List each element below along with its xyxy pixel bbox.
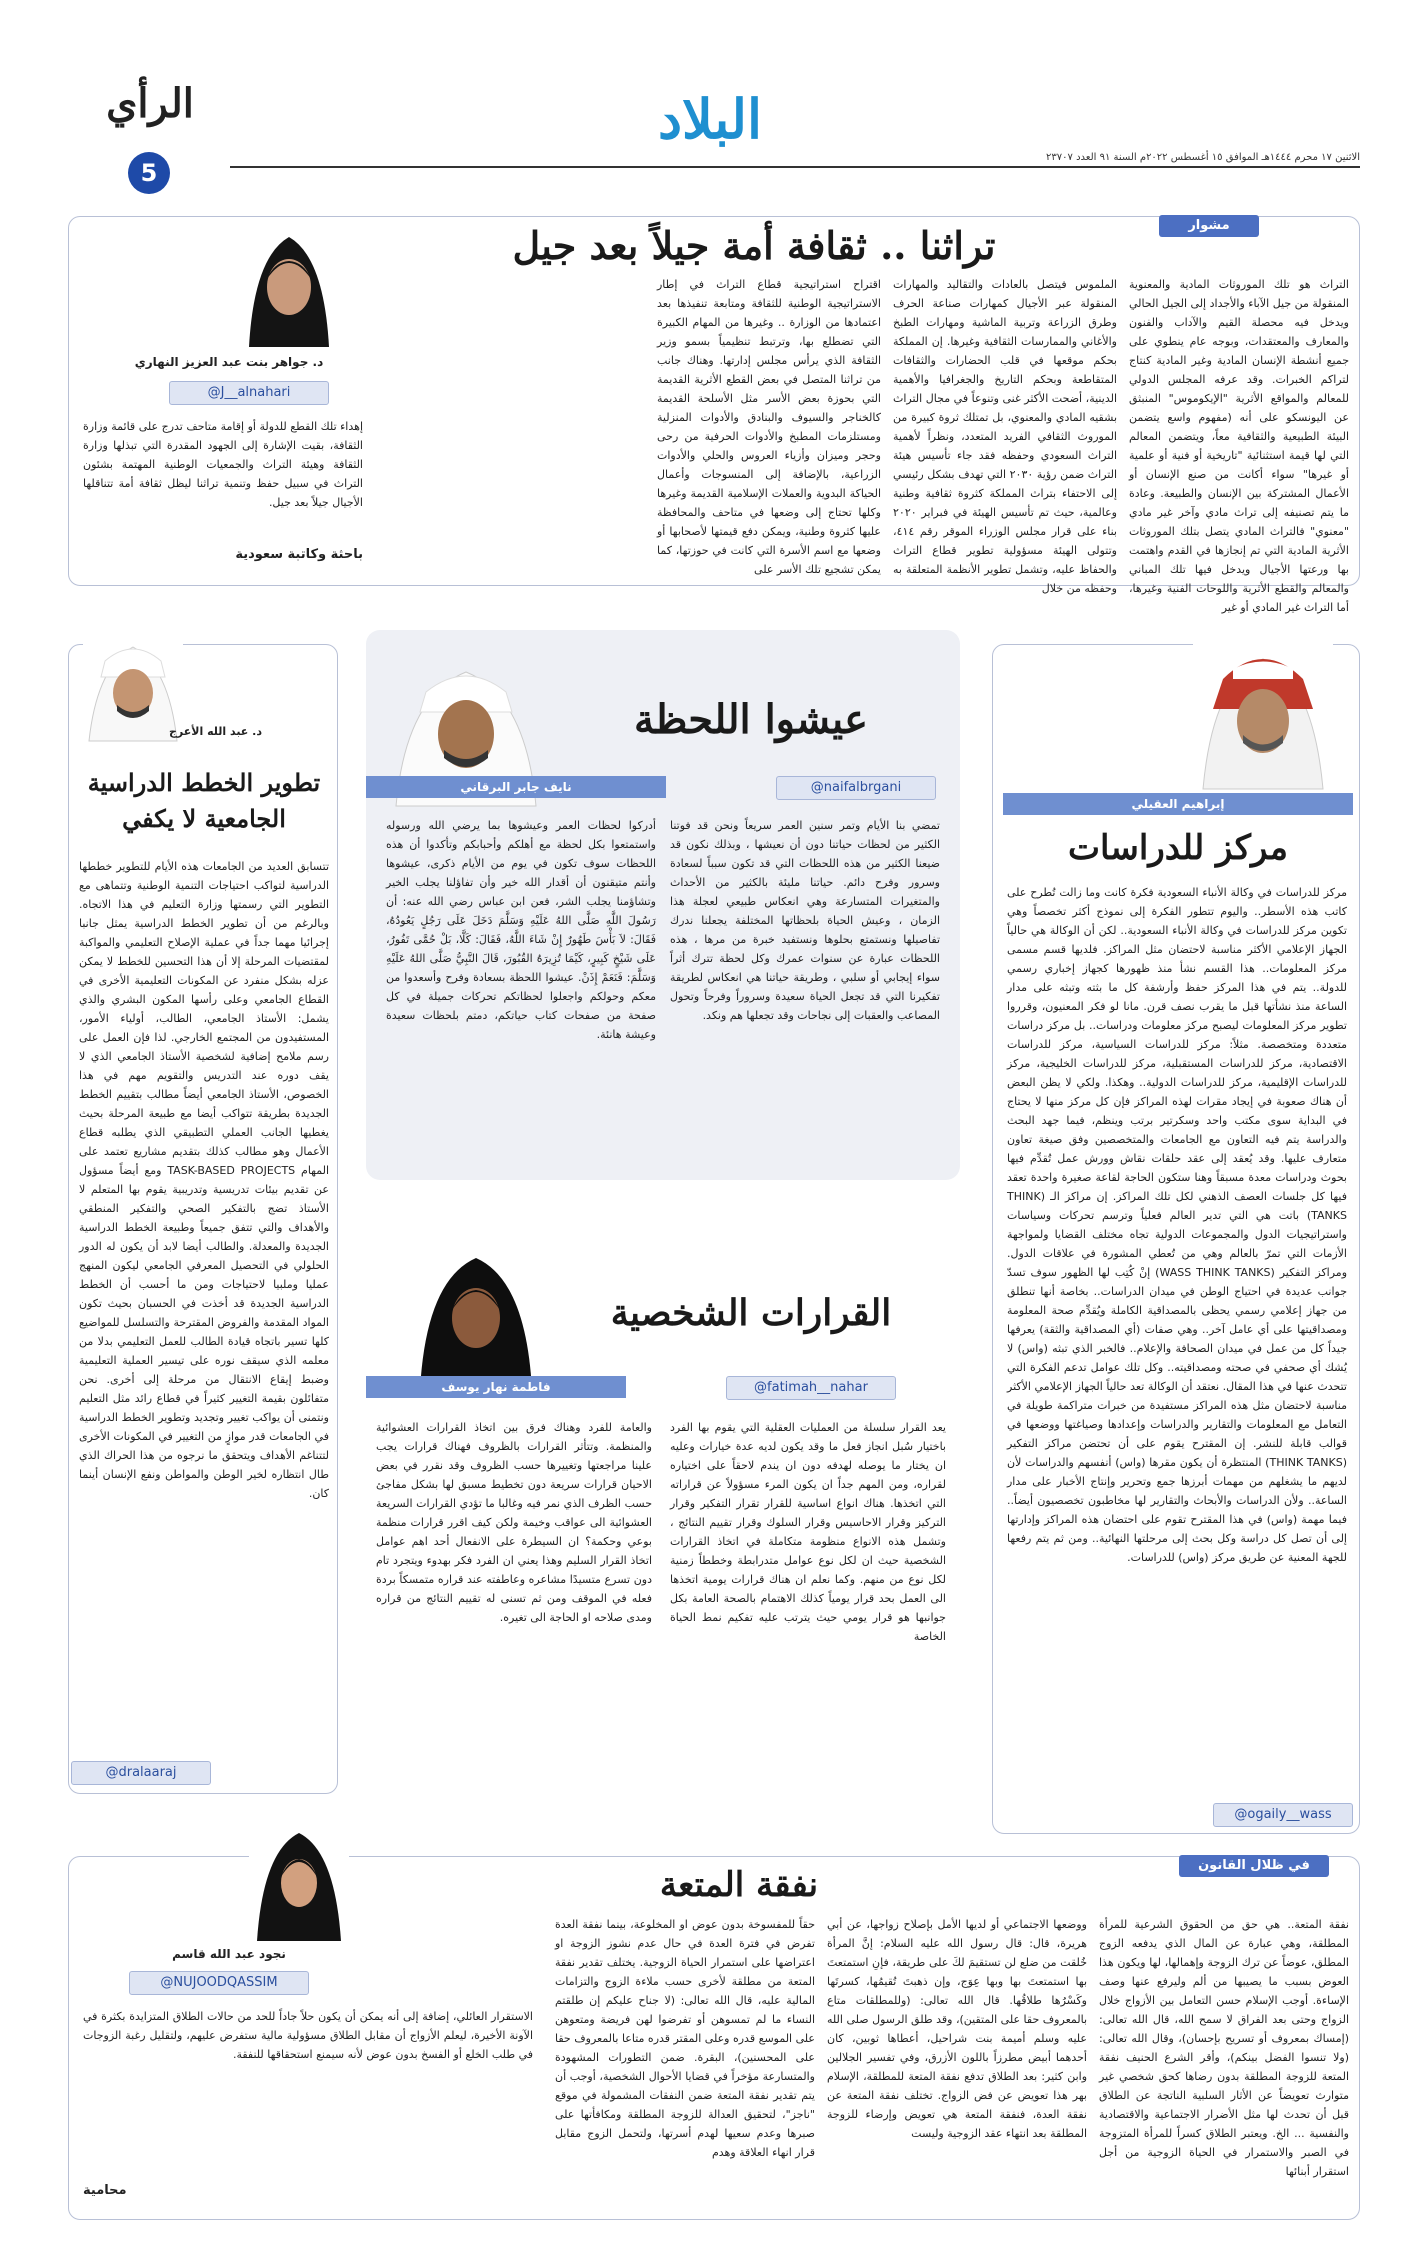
author-name: د. جواهر بنت عبد العزيز النهاري (134, 355, 324, 369)
article-column-2: والعامة للفرد وهناك فرق بين اتخاذ القرارات العشوائية والمنظمة. وتتأثر القرارات بالظروف فهناك قرارات يجب علينا مراجعتها وتغييرها حسب الظروف وقد نقرر في بعض الاحيان قرارات سريعة دون تخطيط مسبق لها بشكل مفاجئ حسب الظرف الذي نمر فيه وغالبا ما تؤدي القرارات السريعة العشوائية الى عواقب وخيمة ولكن كيف اقرر قرارات منظمة بوعي وحكمة؟ ان السيطرة على الانفعال أحد اهم عوامل اتخاذ القرار السليم وهذا يعني ان الفرد فكر بهدوء ويتجرد تام دون تسرع متسيدًا مشاعره وعاطفته عند قراره متمسكاً بردة فعله في الموقف ومن ثم تسنى له تقييم النتائج من قراره ومدى صلاحه او الحاجة الى تغيره. (376, 1421, 652, 1624)
article-heritage (68, 216, 1360, 614)
article-column-4: إهداء تلك القطع للدولة أو إقامة متاحف تدرج على قائمة وزارة الثقافة، بقيت الإشارة إلى الجهود المقدرة التي تبذلها وزارة الثقافة وهيئة التراث والجمعيات الوطنية المهتمة بشئون التراث في سبيل حفظ وتنمية تراثنا ليظل ثقافة أمة تتناقلها الأجيال جيلاً بعد جيل. (83, 420, 363, 509)
article-headline: مركز للدراسات (1068, 828, 1288, 868)
article-column-1: يعد القرار سلسلة من العمليات العقلية التي يقوم بها الفرد باختيار سُبل انجاز فعل ما وقد يكون لديه عدة خيارات وعليه ان يختار ما يوصله لهدفه دون ان يندم لاحقاً على اختياره لقراره، ومن المهم جداً ان يكون المرء مسؤولاً عن قراراته التي اتخذها. هناك انواع اساسية للقرار تقرار التفكير وقرار التركيز وقرار الاحاسيس وقرار السلوك وقرار تقييم النتائج ، وتشمل هذه الانواع منظومة متكاملة في اتخاذ القرارات الشخصية حيث ان لكل نوع عوامل متدرابطة وخططاً زمنية لكل نوع من منهم. وكما نعلم ان هناك قرارات يومية اتخذها الى العمل بحد قرار يومياً كذلك الاهتمام بالصحة العامة بكل جوانبها هو قرار يومي حيث يترتب عليه تفكيم نمط الحياة الخاصة (670, 1421, 946, 1643)
article-column-3: اقتراح استراتيجية قطاع التراث في إطار الاستراتيجية الوطنية للثقافة ومتابعة تنفيذها بعد اعتمادها من الوزارة .. وغيرها من المهام الكبيرة التي تضطلع بها، وترتبط تنظيمياً بسمو وزير الثقافة الذي يرأس مجلس إدارتها. وهناك جانب من تراثنا المتصل في بعض القطع الأثرية القديمة التي بحوزة بعض الأسر مثل الأسلحة القديمة كالخناجر والسيوف والبنادق والأدوات المنزلية ومستلزمات المطبخ والأدوات الحرفية من رحى وحجر وميزان وأزياء العروس والحلي والأدوات الزراعية، بالإضافة إلى المنسوجات وأعمال الحياكة البدوية والعملات الإسلامية القديمة وغيرها وكلها تحتاج إلى وضعها في متاحف والمحافظة عليها كثروة وطنية، ويمكن دفع قيمتها لأصحابها أو وضعها مع اسم الأسرة التي كانت في حوزتها، كما يمكن تشجيع تلك الأسر على (657, 278, 881, 576)
column-tag: في ظلال القانون (1179, 1855, 1329, 1877)
author-handle[interactable]: @NUJOODQASSIM (129, 1971, 309, 1995)
section-title: الرأي (106, 80, 194, 127)
author-name: فاطمة نهار يوسف (366, 1376, 626, 1398)
article-personal-decisions (366, 1200, 960, 1800)
author-name: نجود عبد الله قاسم (172, 1947, 286, 1961)
newspaper-logo: البلاد (657, 87, 763, 151)
article-study-center (992, 644, 1360, 1834)
author-handle[interactable]: @ogaily__wass (1213, 1803, 1353, 1827)
article-headline: تراثنا .. ثقافة أمة جيلاً بعد جيل (512, 223, 996, 268)
author-photo (406, 1240, 546, 1390)
header-rule (230, 166, 1360, 168)
author-signature: محامية (83, 2183, 127, 2198)
author-signature: باحثة وكاتبة سعودية (235, 547, 363, 562)
author-photo (249, 1821, 349, 1941)
page-number: 5 (128, 152, 170, 194)
article-headline: القرارات الشخصية (610, 1292, 892, 1334)
author-handle[interactable]: @J__alnahari (169, 381, 329, 405)
article-column-3: حقاً للمفسوخة بدون عوض او المخلوعة، بينما نفقة العدة تفرض في فترة العدة في حال عدم نشوز الزوجة او اعتراضها على استمرار الحياة الزوجية. يختلف تقدير نفقة المتعة من مطلقة لأخرى حسب ملاءة الزوج والتزامات المالية عليه، قال الله تعالى: (لا جناح عليكم إن طلقتم النساء ما لم تمسوهن أو تفرضوا لهن فريضة ومتعوهن على الموسع قدره وعلى المقتر قدره متاعا بالمعروف حقا على المحسنين)، البقرة. ضمن التطورات المشهودة والمتسارعة مؤخراً في قضايا الأحوال الشخصية، أوجب أن يتم تقدير نفقة المتعة ضمن النفقات المشمولة في موقع "ناجز"، لتحقيق العدالة للزوجة المطلقة ومكافأتها على صبرها وعدم سعيها لهدم أسرتها، ولتحمل الزوج مقابل قرار انهاء العلاقة وهدم (555, 1918, 815, 2159)
author-name: د. عبد الله الأعرج (169, 725, 262, 738)
article-column-2: ووضعها الاجتماعي أو لديها الأمل بإصلاح زواجها، عن أبي هريرة، قال: قال رسول الله عليه السلام: إنَّ المرأة خُلقت من ضلع لن تستقيمَ لكَ على طريقة، فإنِ استمتعتَ بها استمتعتَ بها وبها عِوَج، وإن ذهبتَ تُقيمُها، كسرتَها وكَسْرُها طلاقُها. قال الله تعالى: (وللمطلقات متاع بالمعروف حقا على المتقين)، وقد طلق الرسول صلى الله عليه وسلم أميمة بنت شراحيل، أعطاها ثوبين، كان أحدهما أبيض مطرزاً باللون الأزرق، وفي تفسير الجلالين وابن كثير: بعد الطلاق تدفع نفقة المتعة للمطلقة، الإسلام بهر هذا تعويض عن فض الزواج. تختلف نفقة المتعة عن نفقة العدة، فنفقة المتعة هي تعويض وإرضاء للزوجة المطلقة بعد انتهاء عقد الزوجية وليست (827, 1918, 1087, 2140)
article-live-moment (366, 630, 960, 1180)
article-column-1: تمضي بنا الأيام وتمر سنين العمر سريعاً ونحن قد فوتنا الكثير من لحظات حياتنا دون أن نعيشها ، وبذلك نكون قد ضيعنا الكثير من هذه اللحظات التي قد تكون سبباً لسعادة وسرور وفرح دائم. حياتنا مليئة بالكثير من الأحداث والمتغيرات المتسارعة وهي انعكاس طبيعي لعجلة هذا الزمان ، وعيش الحياة بلحظاتها المختلفة يجعلنا ندرك تفاصيلها ونستمتع بحلوها ونستفيد خبرة من مرها ، هذه اللحظات عبارة عن سنوات عمرك وكل لحظة تترك أثراً سواء إيجابي أو سلبي ، وطريقة حياتنا هي انعكاس لطريقة تفكيرنا التي قد تجعل الحياة سعيدة وسروراً وفرحاً وتحول المصاعب والعقبات إلى نجاحات وقد تجعلها هم ونكد. (670, 819, 940, 1022)
article-alimony (68, 1856, 1360, 2220)
dateline: الاثنين ١٧ محرم ١٤٤٤هـ الموافق ١٥ أغسطس ٢٠٢٢م السنة ٩١ العدد ٢٣٧٠٧ (1046, 152, 1360, 163)
author-handle[interactable]: @dralaaraj (71, 1761, 211, 1785)
article-column-1: التراث هو تلك الموروثات المادية والمعنوية المنقولة من جيل الآباء والأجداد إلى الجيل الحالي ويدخل فيه محصلة القيم والآداب والفنون والمعارف والمعتقدات، وبوجه عام ينطوي على جميع أنشطة الإنسان المادية وغير المادية كنتاج لتراكم الخبرات. وقد عرفه المجلس الدولي للمعالم والمواقع الأثرية "الإيكوموس" المنبثق عن اليونسكو على أنه (مفهوم واسع يتضمن البيئة الطبيعية والثقافية معاً، ويتضمن المعالم التي لها قيمة استثنائية "تاريخية أو فنية أو علمية أو غيرها" سواء أكانت من صنع الإنسان أو الأعمال المشتركة بين الإنسان والطبيعة. وعادة ما يتم تصنيفه إلى تراث مادي وآخر غير مادي "معنوي" فالتراث المادي يتصل بتلك الموروثات الأثرية المادية التي تم إنجازها في القدم واهتمت بها ورعتها الأجيال ويدخل فيها تلك المباني والمعالم والقطع الأثرية واللوحات الفنية وغيرها، أما التراث غير المادي أو غير (1129, 278, 1349, 614)
author-handle[interactable]: @fatimah__nahar (726, 1376, 896, 1400)
author-name: نايف جابر البرقاني (366, 776, 666, 798)
article-column-1: نفقة المتعة.. هي حق من الحقوق الشرعية للمرأة المطلقة، وهي عبارة عن المال الذي يدفعه الزوج المطلق، عوضاً عن ترك الزوجة وإهمالها، لها ويكون هذا العوض بسبب ما يصيبها من ألم وليرفع عنها وصف الإساءة. أوجب الإسلام حسن التعامل بين الأزواج خلال الزواج وحتى بعد الفراق لا سمح الله، قال الله تعالى: (إمساك بمعروف أو تسريح بإحسان)، وقال الله تعالى: (ولا تنسوا الفضل بينكم)، وأقر الشرع الحنيف نفقة المتعة للزوجة المطلقة بدون رضاها كحق شخصي غير متوارث تعويضاً عن الأثار السلبية الناتجة عن الطلاق قبل أن تحدث لها مثل الأضرار الاجتماعية والاقتصادية والنفسية ... الخ. ويعتبر الطلاق كسراً للمرأة المتزوجة في الصبر والاستمرار في الحياة الزوجية من أجل استقرار أبنائها (1099, 1918, 1349, 2178)
article-body: مركز للدراسات في وكالة الأنباء السعودية فكرة كانت وما زالت تُطرح على كاتب هذه الأسطر.. واليوم تتطور الفكرة إلى نموذج أكثر تخصصاً وهي تكوين مركز للدراسات في وكالة الأنباء السعودية.. لكن أن الوكالة هي حالياً الجهاز الإعلامي الأكثر مناسبة لاحتضان مثل المراكز. فلديها قسم مسمى مركز المعلومات.. هذا القسم نشأ منذ ظهورها كجهاز إخباري رسمي للدولة.. يتم في هذا المركز حفظ وأرشفة كل ما بثته وتبثه على مدار الساعة منذ نشأتها قبل ما يقرب نصف قرن. مانا لو فكر المعنيون، وقرروا تطوير مركز المعلومات ليصبح مركز معلومات ودراسات.. بل مركز دراسات متعددة ومتخصصة. مثلاً: مركز للدراسات السياسية، مركز للدراسات الاقتصادية، مركز للدراسات المستقبلية، مركز للدراسات الخليجية، مركز للدراسات الإقليمية، مركز للدراسات الدولية.. وهكذا. ولكي لا يظن البعض أن هناك صعوبة في إيجاد مقرات لهذه المراكز فإن كل مركز منها لا يحتاج في البداية سوى مكتب واحد وسكرتير برتب وينظم، فيما جهد البحث والدراسة يتم فيه التعاون مع الجامعات والمتخصصين وفق صيغة تعاون متعارف عليها. وقد يُعقد إلى عقد حلقات نقاش وورش عمل تُقدِّم فيها بحوث ودراسات معدة مسبقاً وهنا ستكون الحاجة لقاعة صغيرة واحدة تعقد فيها كل جلسات العصف الذهني لكل تلك المراكز. إن مراكز الـ (THINK TANKS) باتت هي التي تدير العالم فعلياً وترسم تحركات وسياسات واستراتيجيات الدول والمجموعات الدولية تجاه مختلف القضايا ولمواجهة الأزمات التي تمرّ بالعالم وهي من تُعطي المشورة في علاقات الدول. ومراكز التفكير (WASS THINK TANKS) إنْ كُتِب لها الظهور سوف تسدّ جوانب عديدة في احتياج الوطن في ميدان الدراسات.. بخاصة أنها تنطلق من جهاز إعلامي رسمي يحظى بالمصداقية الكاملة ويُقدِّم صحة المعلومة ومصداقيتها على أي عامل آخر.. وهي صفات (أي المصداقية والثقة) يعرفها جيداً كل من عمل في ميدان الصحافة والإعلام.. فالخبر الذي تبثه (واس) لا يُشك أي صحفي في صحته ومصداقيته.. وكل تلك عوامل تدعم الفكرة التي تتحدث عنها في هذا المقال. نعتقد أن الوكالة تعد حالياً الجهاز الإعلامي الأكثر مناسبة لاحتضان مثل هذه المراكز مستفيدة من خبرات متراكمة طويلة في التعامل مع المعلومات والتقارير والدراسات وإعدادها وصياغتها ووضعها في قوالب قابلة للنشر. إن المقترح يقوم على أن تحتضن مراكز التفكير (THINK TANKS) المنتظرة أن يكون مقرها (واس) أنفسهم والدراسات لأن لديهم ما يشغلهم من مهمات أبرزها جمع وتحرير وإنتاج الأخبار على مدار الساعة.. ولأن الدراسات والأبحاث والتقارير لها مخاطبون تخصصيون أيضاً.. فيما مهمة (واس) في هذا المقترح تقوم على احتضان هذه المراكز وإدارتها إلى أن تصل كل دراسة وكل بحث إلى مرحلتها النهائية.. ومن ثم يتم رفعها للجهة المعنية عن طريق مركز (واس) للدراسات. (1007, 886, 1348, 1564)
article-headline: عيشوا اللحظة (634, 696, 868, 743)
column-tag: مشوار (1159, 215, 1259, 237)
article-curriculum (68, 644, 338, 1794)
author-photo (83, 631, 183, 741)
author-handle[interactable]: @naifalbrgani (776, 776, 936, 800)
article-headline: نفقة المتعة (659, 1865, 819, 1905)
article-column-4: الاستقرار العائلي، إضافة إلى أنه يمكن أن يكون حلاً جاداً للحد من حالات الطلاق المتزايدة بكثرة في الآونة الأخيرة، ليعلم الأزواج أن مقابل الطلاق مسؤولية مالية ستفرض عليهم، ولتقليل رغبة الزوجات في طلب الخلع أو الفسخ بدون عوض لأنه سيمنع استحقاقها للنفقة. (83, 2010, 533, 2061)
article-column-2: الملموس فيتصل بالعادات والتقاليد والمهارات المنقولة عبر الأجيال كمهارات صناعة الحرف وطرق الزراعة وتربية الماشية ومهارات الطبخ والأغاني والممارسات الثقافية وغيرها. إن المملكة بحكم موقعها في قلب الحضارات والثقافات المتقاطعة وبحكم التاريخ والجغرافيا والأهمية الدينية، أضحت الأكثر غنى وتنوعاً في مجال التراث بشقيه المادي والمعنوي، بل تمتلك ثروة كبيرة من الموروث الثقافي الفريد المتعدد، ونظراً لأهمية التراث السعودي وحفظه فقد جاء تأسيس هيئة التراث ضمن رؤية ٢٠٣٠ التي تهدف بشكل رئيسي إلى الاحتفاء بتراث المملكة كثروة ثقافية وطنية وعالمية، حيث تم تأسيس الهيئة في فبراير ٢٠٢٠ بناء على قرار مجلس الوزراء الموقر رقم ٤١٤، وتتولى الهيئة مسؤولية تطوير قطاع التراث والحفاظ عليه، وتشمل تطوير الأنظمة المتعلقة به وحفظه من خلال (893, 278, 1117, 595)
article-column-2: أدركوا لحظات العمر وعيشوها بما يرضي الله ورسوله واستمتعوا بكل لحظة مع أهلكم وأحبابكم وتأكدوا أن هذه اللحظات سوف تكون في يوم من الأيام ذكرى، عيشوها وأنتم متيقنون أن أقدار الله خير وأن تفاؤلنا يجلب الخير وتشاؤمنا يجلب الشر، فعن ابن عباس رضي الله عنه: أن رَسُولَ اللَّهِ صَلَّى اللهُ عَلَيْهِ وَسَلَّمَ دَخَلَ عَلَى رَجُلٍ يَعُودُهُ، فَقَالَ: لاَ بَأْسَ طَهُورٌ إِنْ شَاءَ اللَّهُ، فَقَالَ: كَلَّا، بَلْ حُمَّى تَفُورُ، عَلَى شَيْخٍ كَبِيرٍ، كَيْمَا تُزِيرَهُ القُبُورَ، قَالَ النَّبِيُّ صَلَّى اللهُ عَلَيْهِ وَسَلَّمَ: فَنَعَمْ إِذَنْ. عيشوا اللحظة بسعادة وفرح وأسعدوا من معكم وحولكم واجعلوا لحظاتكم تحركات جميلة في كل صفحة من صفحات كتاب حياتكم، دمتم بلحظات سعيدة وعيشة هانئة. (386, 819, 656, 1041)
article-headline: تطوير الخطط الدراسية الجامعية لا يكفي (87, 768, 321, 833)
author-name: إبراهيم العقيلي (1003, 793, 1353, 815)
author-photo (1193, 639, 1333, 789)
author-photo (229, 217, 349, 347)
article-body: تتسابق العديد من الجامعات هذه الأيام للتطوير خططها الدراسية لتواكب احتياجات التنمية الوطنية وتتماهى مع التطوير التي رسمتها وزارة التعليم في هذا الاتجاه. وبالرغم من أن تطوير الخطط الدراسية يمثل جانبا إجرائيا مهما جداً في عملية الإصلاح التعليمي والمواكبة لمقتضيات المرحلة إلا أن هذا التحسين للخطط لا يمكن عزله بشكل منفرد عن المكونات التعليمية الأخرى في القطاع الجامعي وعلى رأسها المكون البشري والذي يشمل: الأستاذ الجامعي، الطالب، أولياء الأمور، المستفيدون من المجتمع الخارجي. لذا فإن العمل على رسم ملامح إضافية لشخصية الأستاذ الجامعي الذي لا يقف دوره عند التدريس والتقويم مهم في هذا الخصوص، الأستاذ الجامعي أيضاً مطالب بتقييم الخطط الجديدة بطريقة تتواكب أيضا مع طبيعة المرحلة بحيث يغطيها الجانب العملي التطبيقي الذي يطلبه قطاع الأعمال وهو مطالب كذلك بتقديم مشاريع تعتمد على المهام TASK-BASED PROJECTS ومع أيضاً مسؤول عن تقديم بيئات تدريسية وتدريبية يقوم بها المتعلم لا الأستاذ تضج بالتفكير الصحي والتفكير المنطقي والأهداف والتي تتفق جميعاً وطبيعة الخطط الدراسية الجديدة والمعدلة. والطالب أيضا لابد أن يكون له الدور الحلولي في التحصيل المعرفي الجامعي ليكون المنهج عمليا وملبيا لاحتياجات ومن ما أحسب أن الخطط الدراسية الجديدة قد أخذت في الحسبان بحيث تكون المواد المقدمة والفروض المقترحة والتسلسل للمواضيع كلها تسير باتجاه قيادة الطالب للعمل التعليمي بدلا من معلمه الذي سيقف نوره على تيسير العملية التعليمية وضبط إيقاع الانتقال من مرحلة إلى أخرى. نحن متفائلون بقيمة التغيير كثيراً في قطاع رائد مثل التعليم ونتمنى أن يواكب تغيير وتجديد وتطوير الخطط الدراسية في الجامعات قدر موازٍ من التغيير في المكونات الأخرى لتتناغم الأهداف ويتحقق ما نرجوه من هذا الحراك الذي طال انتظاره لخير الوطن والمواطن ونفع الإنسان أينما كان. (79, 860, 330, 1500)
